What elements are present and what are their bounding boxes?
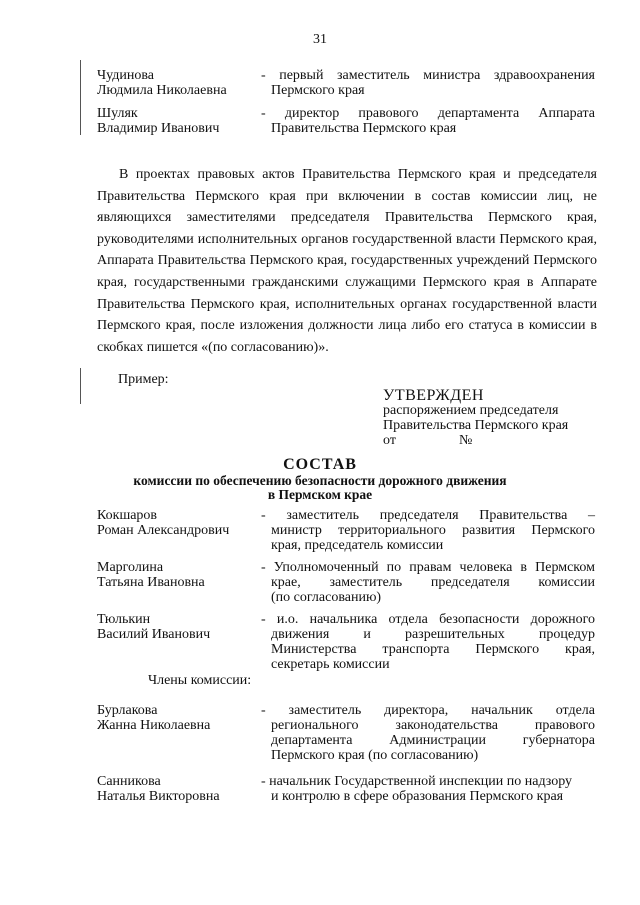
person-name: Чудинова Людмила Николаевна — [97, 68, 227, 98]
composition-title: СОСТАВ — [283, 456, 357, 473]
margin-line — [80, 368, 81, 404]
person-name: Бурлакова Жанна Николаевна — [97, 703, 211, 733]
approval-date-line: от № — [383, 433, 473, 448]
person-name: Марголина Татьяна Ивановна — [97, 560, 205, 590]
example-label: Пример: — [118, 372, 169, 387]
margin-line — [80, 60, 81, 135]
person-name: Кокшаров Роман Александрович — [97, 508, 230, 538]
person-role: - начальник Государственной инспекции по надзору и контролю в сфере образования Пермского края — [261, 774, 573, 804]
person-name: Шуляк Владимир Иванович — [97, 106, 220, 136]
person-role: - директор правового департамента Аппарата Правительства Пермского края — [261, 106, 595, 136]
person-name: Тюлькин Василий Иванович — [97, 612, 211, 642]
body-paragraph: В проектах правовых актов Правительства Пермского края и председателя Правительства Пермского края при включении в состав комиссии лиц, не являющихся заместителями председателя Правительства Пермского края, руководителями исполнительных органов государственной власти Пермского края, Аппарата Правительства Пермского края, государственных учреждений Пермского края, государственными гражданскими служащими Пермского края в Аппарате Правительства Пермского края, исполнительных органах государственной власти Пермского края, после изложения должности лица либо его статуса в комиссии в скобках пишется «(по согласованию)». — [97, 167, 597, 355]
approval-title: УТВЕРЖДЕН — [383, 387, 484, 404]
approval-block — [383, 388, 568, 448]
approval-line: Правительства Пермского края — [383, 418, 569, 433]
composition-subtitle: комиссии по обеспечению безопасности дорожного движения в Пермском крае — [133, 473, 507, 502]
person-name: Санникова Наталья Викторовна — [97, 774, 220, 804]
person-role: - заместитель директора, начальник отдела регионального законодательства правового департамента Администрации губернатора Пермского края (по согласованию) — [261, 703, 595, 763]
approval-line: распоряжением председателя — [383, 403, 559, 418]
person-role: - заместитель председателя Правительства – министр территориального развития Пермского края, председатель комиссии — [261, 508, 595, 553]
page-number: 31 — [313, 32, 327, 47]
person-role: - и.о. начальника отдела безопасности дорожного движения и разрешительных процедур Министерства транспорта Пермского края, секретарь комиссии — [261, 612, 595, 672]
members-heading: Члены комиссии: — [148, 673, 252, 688]
person-role: - первый заместитель министра здравоохранения Пермского края — [261, 68, 595, 98]
person-role: - Уполномоченный по правам человека в Пермском крае, заместитель председателя комиссии (по согласованию) — [261, 560, 595, 605]
